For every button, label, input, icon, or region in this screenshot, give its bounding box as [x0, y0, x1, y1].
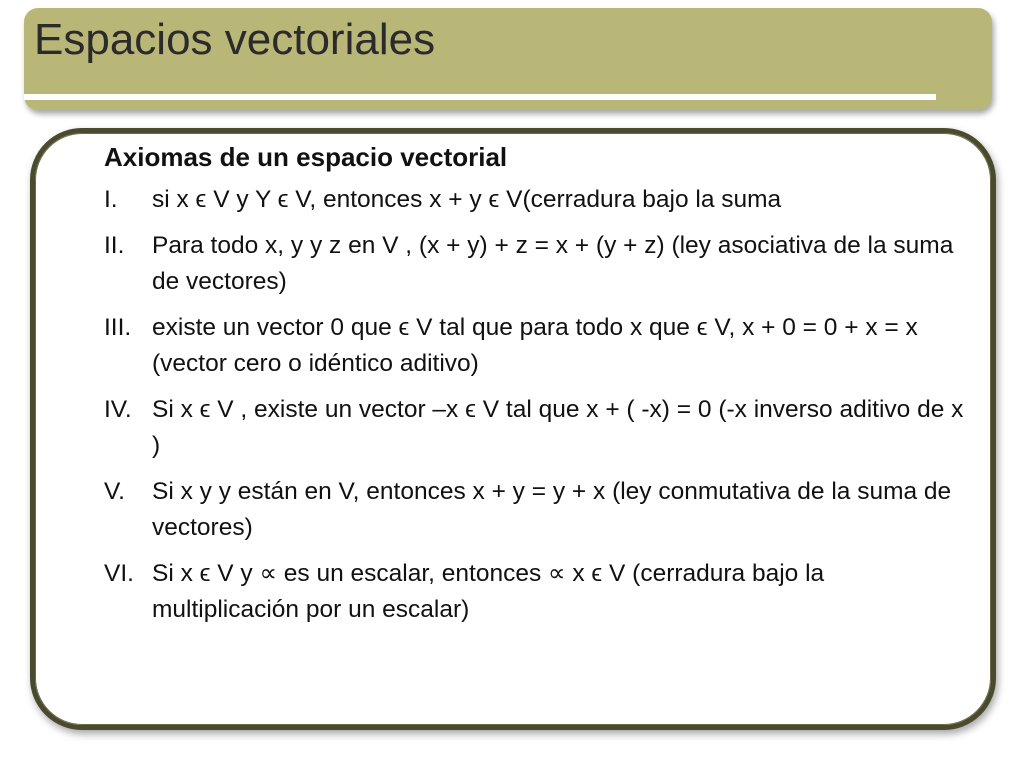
axiom-numeral: V. [104, 478, 125, 505]
axiom-item [104, 228, 984, 300]
title-underline [24, 94, 936, 100]
axiom-numeral: III. [104, 314, 132, 341]
axiom-text: existe un vector 0 que ϵ V tal que para todo x que ϵ V, x + 0 = 0 + x = x (vector cero o idéntico aditivo) [152, 314, 918, 377]
axiom-item [104, 310, 984, 382]
content-area [104, 138, 984, 638]
axiom-text: Si x ϵ V , existe un vector –x ϵ V tal que x + ( -x) = 0 (-x inverso aditivo de x ) [152, 396, 964, 459]
axiom-text: Para todo x, y y z en V , (x + y) + z = x + (y + z) (ley asociativa de la suma de vectores) [152, 232, 954, 295]
axiom-list [104, 182, 984, 628]
axiom-item [104, 556, 984, 628]
axiom-item [104, 392, 984, 464]
axiom-text: Si x y y están en V, entonces x + y = y + x (ley conmutativa de la suma de vectores) [152, 478, 952, 541]
axiom-item [104, 474, 984, 546]
axiom-numeral: VI. [104, 560, 134, 587]
axiom-text: Si x ϵ V y ∝ es un escalar, entonces ∝ x ϵ V (cerradura bajo la multiplicación por un escalar) [152, 560, 825, 623]
axiom-numeral: II. [104, 232, 125, 259]
section-heading: Axiomas de un espacio vectorial [104, 142, 508, 172]
axiom-numeral: I. [104, 186, 118, 213]
axiom-item [104, 182, 984, 218]
slide-title: Espacios vectoriales [34, 15, 436, 64]
axiom-text: si x ϵ V y Y ϵ V, entonces x + y ϵ V(cerradura bajo la suma [152, 186, 782, 213]
axiom-numeral: IV. [104, 396, 132, 423]
